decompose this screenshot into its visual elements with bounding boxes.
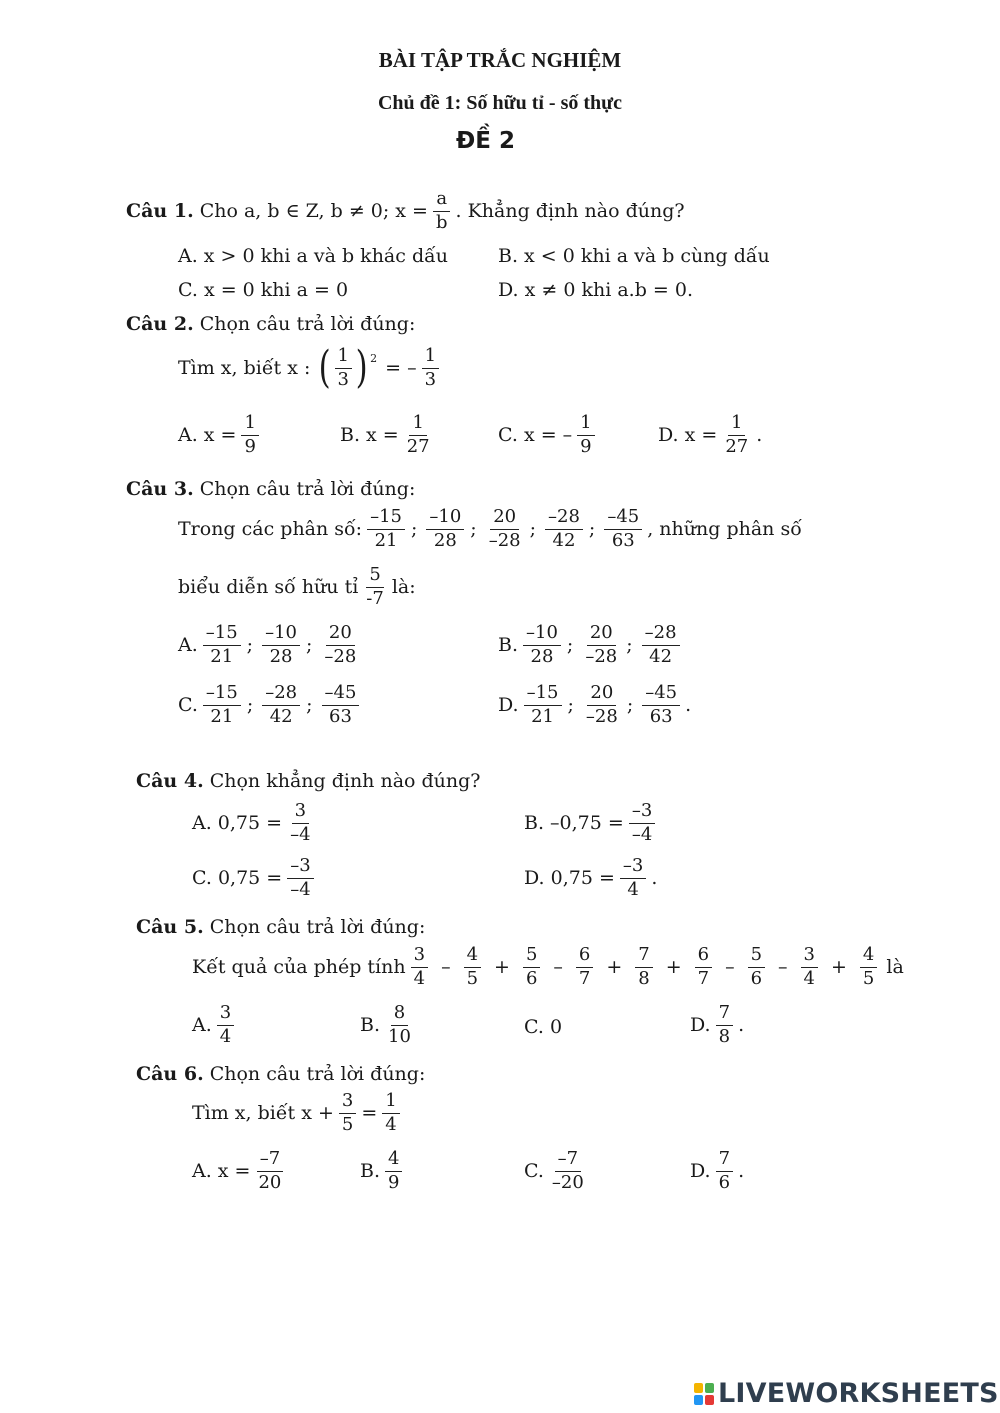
stem-text: là (886, 956, 904, 979)
equals-sign: = (361, 1102, 378, 1125)
fraction: $\frac{5}{6}$ (748, 946, 765, 989)
question-3 (126, 478, 415, 500)
option-d[interactable]: D. $\frac{7}{8}$ . (690, 1002, 745, 1047)
stem-text: là: (391, 576, 416, 599)
fraction: $\frac{a}{b}$ (433, 190, 451, 233)
brand-name: LIVEWORKSHEETS (718, 1378, 999, 1409)
option-c[interactable]: C. x = – $\frac{1}{9}$ (498, 414, 600, 457)
fraction: $\frac{3}{5}$ (339, 1092, 356, 1135)
option-a[interactable]: A. x = $\frac{1}{9}$ (178, 414, 264, 457)
option-c[interactable]: C. $\frac{-15}{21}$ ; $\frac{-28}{42}$ ; $\frac{-45}{63}$ (178, 684, 364, 727)
question-prompt: Chọn câu trả lời đúng: (209, 916, 426, 938)
question-label: Câu 4. (136, 770, 204, 792)
equals-text: = – (385, 357, 417, 379)
paren-left: ( (318, 342, 331, 393)
question-5-stem: Kết quả của phép tính $\frac{3}{4}$ – $\frac{4}{5}$ + $\frac{5}{6}$ – $\frac{6}{7}$ + $\frac{7}{8}$ + $\frac{6}{7}$ – $\frac{5}{6}$ – $\frac{3}{4}$ + $\frac{4}{5}$ là (192, 944, 904, 989)
stem-text: Trong các phân số: (178, 518, 363, 541)
question-2-stem (178, 342, 444, 393)
option-b[interactable]: B. $\frac{4}{9}$ (360, 1150, 407, 1193)
question-label: Câu 3. (126, 478, 194, 500)
option-b[interactable]: B. x = $\frac{1}{27}$ (340, 412, 430, 457)
stem-text: Tìm x, biết x : (178, 357, 311, 379)
option-a[interactable]: A. x = $\frac{-7}{20}$ (192, 1148, 282, 1193)
fraction: $\frac{1}{4}$ (382, 1092, 399, 1135)
option-a[interactable]: A. $\frac{-15}{21}$ ; $\frac{-10}{28}$ ; $\frac{20}{-28}$ (178, 622, 357, 667)
option-c[interactable]: C. 0,75 = $\frac{-3}{-4}$ (192, 857, 319, 900)
question-label: Câu 5. (136, 916, 204, 938)
option-b[interactable]: B. $\frac{-10}{28}$ ; $\frac{20}{-28}$ ; $\frac{-28}{42}$ (498, 624, 685, 667)
question-1 (126, 190, 685, 233)
stem-text: , những phân số (647, 518, 802, 541)
option-c[interactable]: C. $\frac{-7}{-20}$ (524, 1148, 584, 1193)
question-prompt: Chọn câu trả lời đúng: (199, 313, 416, 335)
option-d[interactable]: D. $\frac{7}{6}$ . (690, 1148, 745, 1193)
question-prompt: Chọn câu trả lời đúng: (209, 1063, 426, 1085)
option-c[interactable]: C. x = 0 khi a = 0 (178, 279, 349, 301)
question-6 (136, 1063, 425, 1085)
question-5 (136, 916, 425, 938)
fraction: $\frac{-45}{63}$ (604, 508, 642, 551)
option-a[interactable]: A. x > 0 khi a và b khác dấu (178, 245, 448, 267)
option-b[interactable]: B. x < 0 khi a và b cùng dấu (498, 245, 770, 267)
question-6-stem (192, 1092, 405, 1135)
fraction: $\frac{3}{4}$ (411, 946, 428, 989)
fraction: $\frac{6}{7}$ (695, 946, 712, 989)
option-a[interactable]: A. $\frac{3}{4}$ (192, 1004, 239, 1047)
stem-text: Tìm x, biết x + (192, 1102, 334, 1125)
option-d[interactable]: D. 0,75 = $\frac{-3}{4}$ . (524, 855, 658, 900)
fraction: $\frac{20}{-28}$ (488, 506, 521, 551)
fraction: $\frac{-28}{42}$ (545, 508, 583, 551)
question-text: Cho a, b ∈ Z, b ≠ 0; x = (199, 200, 428, 223)
liveworksheets-icon (694, 1383, 714, 1405)
stem-text: Kết quả của phép tính (192, 956, 406, 979)
question-4 (136, 770, 481, 792)
exam-number: ĐỀ 2 (456, 128, 515, 154)
question-3-stem-2 (178, 566, 416, 609)
question-label: Câu 1. (126, 200, 194, 223)
option-b[interactable]: B. $\frac{8}{10}$ (360, 1002, 411, 1047)
page-subtitle: Chủ đề 1: Số hữu tỉ - số thực (377, 92, 623, 114)
option-c[interactable]: C. 0 (524, 1016, 563, 1038)
fraction: $\frac{-10}{28}$ (426, 508, 464, 551)
exponent: 2 (370, 351, 378, 365)
option-b[interactable]: B. –0,75 = $\frac{-3}{-4}$ (524, 802, 660, 845)
option-d[interactable]: D. x = $\frac{1}{27}$ . (658, 412, 763, 457)
fraction: $\frac{5}{-7}$ (366, 564, 384, 609)
liveworksheets-logo (694, 1378, 999, 1409)
fraction: $\frac{4}{5}$ (464, 946, 481, 989)
fraction: $\frac{3}{4}$ (801, 946, 818, 989)
question-label: Câu 2. (126, 313, 194, 335)
page-title: BÀI TẬP TRẮC NGHIỆM (378, 48, 622, 72)
question-3-stem: Trong các phân số: $\frac{-15}{21}$ ; $\frac{-10}{28}$ ; $\frac{20}{-28}$ ; $\frac{-28}{42}$ ; $\frac{-45}{63}$ , những phân số (178, 506, 802, 551)
fraction: $\frac{-15}{21}$ (367, 508, 405, 551)
question-prompt: Chọn câu trả lời đúng: (199, 478, 416, 500)
fraction: $\frac{1}{3}$ (422, 347, 439, 390)
stem-text: biểu diễn số hữu tỉ (178, 576, 359, 599)
question-text: . Khẳng định nào đúng? (455, 200, 685, 223)
option-a[interactable]: A. 0,75 = $\frac{3}{-4}$ (192, 800, 311, 845)
fraction: $\frac{6}{7}$ (576, 946, 593, 989)
question-2 (126, 313, 415, 335)
question-prompt: Chọn khẳng định nào đúng? (209, 770, 481, 792)
option-d[interactable]: D. $\frac{-15}{21}$ ; $\frac{20}{-28}$ ; $\frac{-45}{63}$ . (498, 682, 692, 727)
fraction: $\frac{1}{3}$ (335, 347, 352, 390)
fraction: $\frac{5}{6}$ (523, 946, 540, 989)
question-label: Câu 6. (136, 1063, 204, 1085)
option-d[interactable]: D. x ≠ 0 khi a.b = 0. (498, 279, 694, 301)
paren-right: ) (355, 342, 368, 393)
fraction: $\frac{7}{8}$ (635, 946, 652, 989)
fraction: $\frac{4}{5}$ (860, 946, 877, 989)
